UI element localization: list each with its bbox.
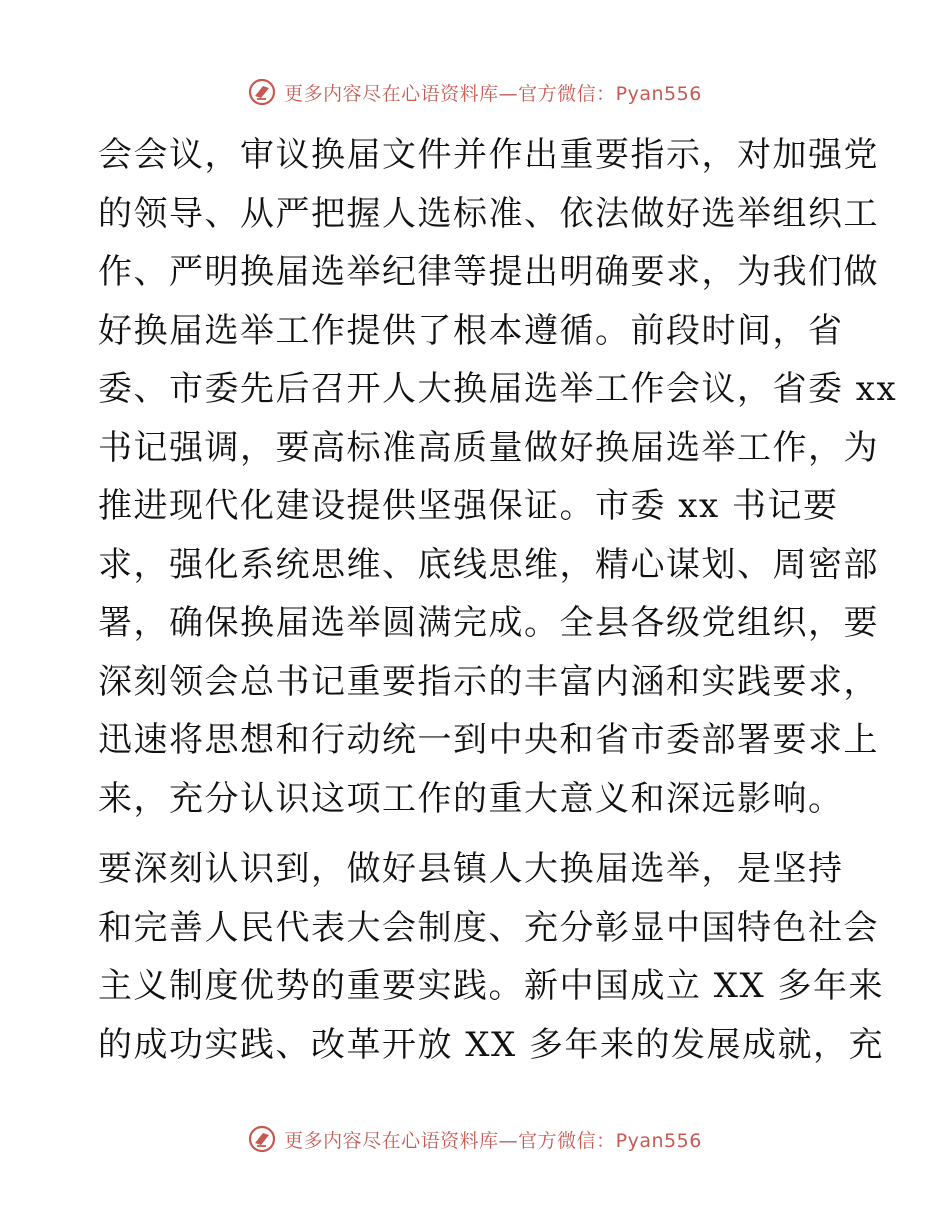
text-line: 会会议，审议换届文件并作出重要指示，对加强党 [98,135,879,175]
logo-icon [248,1125,276,1153]
text-line: 署，确保换届选举圆满完成。全县各级党组织，要 [98,603,879,643]
text-line: 要深刻认识到，做好县镇人大换届选举，是坚持 [98,849,844,889]
watermark-text: 更多内容尽在心语资料库—官方微信：Pyan556 [284,1129,702,1152]
text-line: 迅速将思想和行动统一到中央和省市委部署要求上 [98,720,879,760]
text-line: 来，充分认识这项工作的重大意义和深远影响。 [98,778,844,819]
text-line: 的成功实践、改革开放 XX 多年来的发展成就，充 [98,1024,885,1065]
footer-watermark [0,1119,950,1159]
logo-icon [248,78,276,106]
paragraph-1 [98,126,898,828]
text-line: 书记强调，要高标准高质量做好换届选举工作，为 [98,427,879,468]
header-watermark [0,72,950,112]
text-line: 推进现代化建设提供坚强保证。市委 xx 书记要 [98,486,839,526]
text-line: 委、市委先后召开人大换届选举工作会议，省委 xx [98,369,898,409]
text-line: 好换届选举工作提供了根本遵循。前段时间，省 [98,310,844,351]
watermark-text: 更多内容尽在心语资料库—官方微信：Pyan556 [284,82,702,105]
text-line: 作、严明换届选举纪律等提出明确要求，为我们做 [98,252,879,292]
text-line: 主义制度优势的重要实践。新中国成立 XX 多年来 [98,966,885,1006]
text-line: 求，强化系统思维、底线思维，精心谋划、周密部 [98,544,879,585]
text-line: 和完善人民代表大会制度、充分彰显中国特色社会 [98,907,879,948]
text-line: 深刻领会总书记重要指示的丰富内涵和实践要求， [98,661,879,702]
paragraph-2 [98,840,885,1074]
document-body [98,126,898,1074]
text-line: 的领导、从严把握人选标准、依法做好选举组织工 [98,193,879,234]
